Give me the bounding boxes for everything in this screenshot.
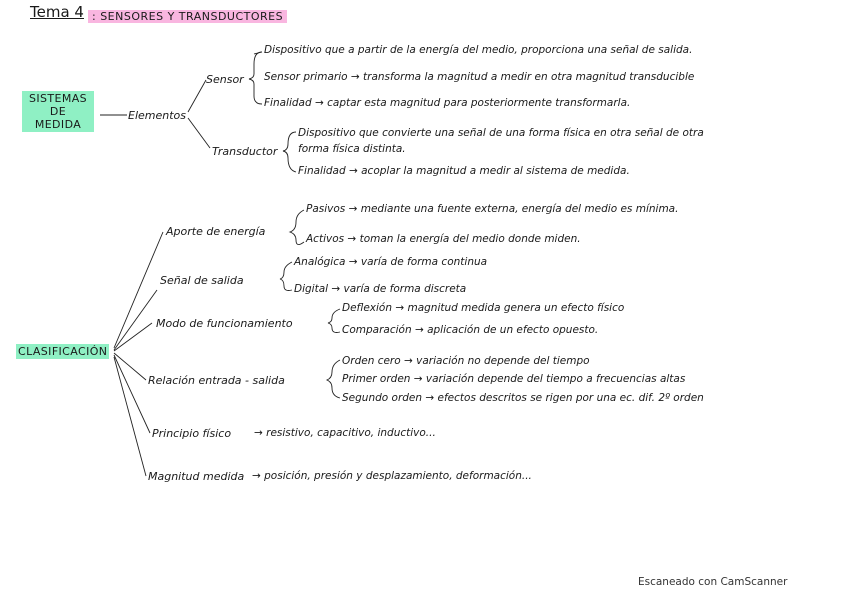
transductor-item-2: forma física distinta. (298, 143, 406, 155)
sistemas-line-2: DE (49, 105, 67, 118)
senal-item-1: Analógica → varía de forma continua (294, 256, 488, 268)
transductor-label: Transductor (212, 145, 278, 158)
relacion-label: Relación entrada - salida (148, 374, 285, 387)
modo-label: Modo de funcionamiento (156, 317, 293, 330)
sensor-item-3: Finalidad → captar esta magnitud para posteriormente transformarla. (264, 97, 631, 109)
principio-value: → resistivo, capacitivo, inductivo... (254, 427, 436, 439)
transductor-item-3: Finalidad → acoplar la magnitud a medir al sistema de medida. (298, 165, 630, 177)
principio-label: Principio físico (152, 427, 232, 440)
relacion-item-3: Segundo orden → efectos descritos se rigen por una ec. dif. 2º orden (342, 392, 704, 404)
sistemas-line-1: SISTEMAS (28, 92, 88, 105)
modo-item-1: Deflexión → magnitud medida genera un efecto físico (342, 302, 625, 314)
sensor-item-1: Dispositivo que a partir de la energía del medio, proporciona una señal de salida. (264, 44, 693, 56)
aporte-item-2: Activos → toman la energía del medio donde miden. (306, 233, 581, 245)
transductor-item-1: Dispositivo que convierte una señal de una forma física en otra señal de otra (298, 127, 704, 139)
magnitud-label: Magnitud medida (148, 470, 245, 483)
senal-item-2: Digital → varía de forma discreta (294, 283, 467, 295)
relacion-item-1: Orden cero → variación no depende del tiempo (342, 355, 590, 367)
aporte-item-1: Pasivos → mediante una fuente externa, energía del medio es mínima. (306, 203, 679, 215)
aporte-label: Aporte de energía (166, 225, 266, 238)
sistemas-line-3: MEDIDA (34, 118, 82, 131)
modo-item-2: Comparación → aplicación de un efecto opuesto. (342, 324, 599, 336)
sensor-item-2: Sensor primario → transforma la magnitud a medir en otra magnitud transducible (264, 71, 695, 83)
title-subtitle: : SENSORES Y TRANSDUCTORES (88, 10, 287, 23)
elementos-label: Elementos (128, 109, 187, 122)
senal-label: Señal de salida (160, 274, 244, 287)
clasificacion-box: CLASIFICACIÓN (18, 345, 108, 358)
magnitud-value: → posición, presión y desplazamiento, deformación... (252, 470, 532, 482)
relacion-item-2: Primer orden → variación depende del tiempo a frecuencias altas (342, 373, 686, 385)
sistemas-de-medida-box (22, 91, 94, 132)
title-tema: Tema 4 (30, 3, 84, 21)
sensor-label: Sensor (206, 73, 244, 86)
camscanner-watermark: Escaneado con CamScanner (638, 576, 788, 588)
